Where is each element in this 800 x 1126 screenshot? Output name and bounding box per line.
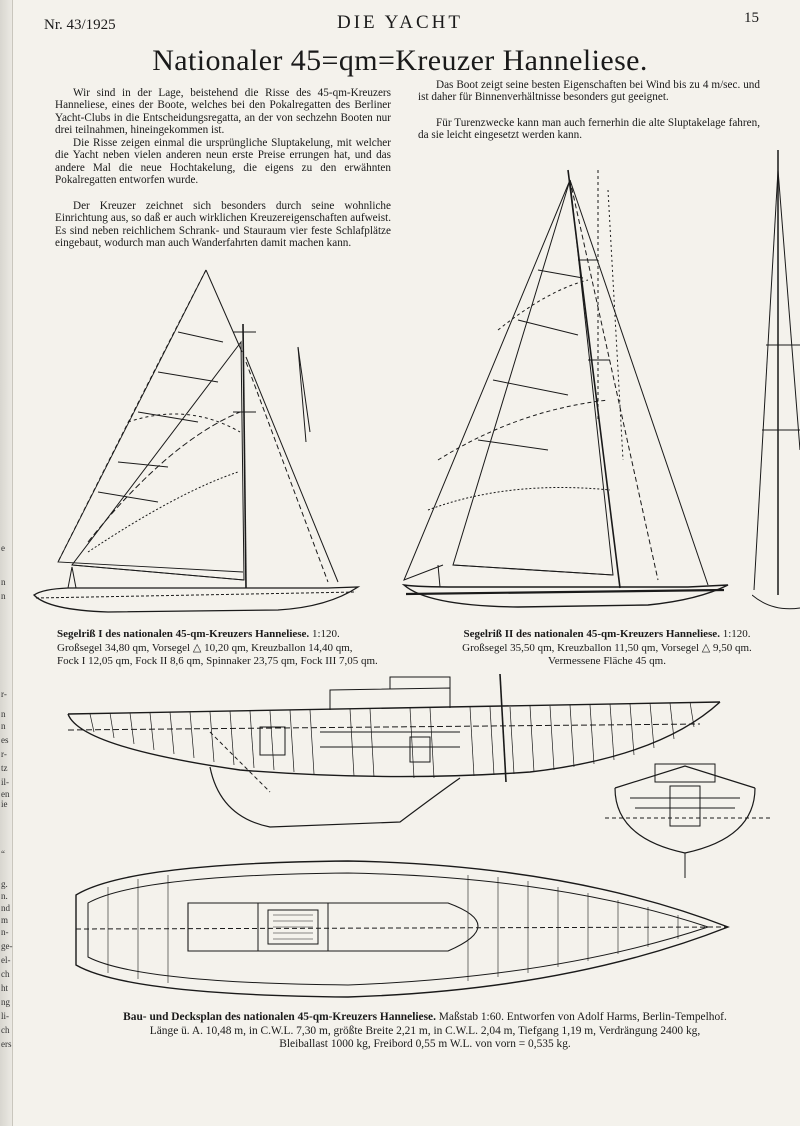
margin-fragment: n	[1, 721, 6, 731]
article-paragraph-4: Das Boot zeigt seine besten Eigenschaften bei Wind bis zu 4 m/sec. und ist daher für Binnenverhältnisse besonders gut geeignet.	[418, 79, 760, 104]
margin-fragment: li-	[1, 1011, 9, 1021]
margin-fragment: ge-	[1, 941, 13, 951]
margin-fragment: es	[1, 735, 9, 745]
margin-fragment: ng	[1, 997, 10, 1007]
margin-fragment: en	[1, 789, 10, 799]
issue-number: Nr. 43/1925	[44, 17, 116, 33]
margin-fragment: “	[1, 849, 5, 859]
front-view-drawing-partial	[752, 150, 800, 612]
magazine-name: DIE YACHT	[336, 12, 464, 33]
article-paragraph-2: Die Risse zeigen einmal die ursprüngliche Sluptakelung, mit welcher die Yacht neben vielen anderen neun erste Preise errungen hat, und das andere Mal die neue Hochtakelung, die eigens zu den erwähnten Pokalregatten entworfen wurde.	[55, 137, 391, 186]
margin-fragment: e	[1, 543, 5, 553]
caption-line: Bleiballast 1000 kg, Freibord 0,55 m W.L. von vorn = 0,535 kg.	[279, 1038, 571, 1050]
margin-fragment: ch	[1, 969, 10, 979]
margin-fragment: il-	[1, 777, 9, 787]
caption-line: Großsegel 34,80 qm, Vorsegel △ 10,20 qm, Kreuzballon 14,40 qm,	[57, 641, 353, 654]
margin-fragment: n	[1, 591, 6, 601]
sail-plan-1-drawing	[28, 262, 373, 622]
sail-plan-2-caption	[427, 628, 787, 669]
article-title: Nationaler 45=qm=Kreuzer Hanneliese.	[152, 44, 648, 77]
margin-fragment: n.	[1, 891, 8, 901]
margin-fragment: tz	[1, 763, 8, 773]
margin-fragment: el-	[1, 955, 11, 965]
caption-title: Segelriß I des nationalen 45-qm-Kreuzers Hanneliese.	[57, 628, 310, 640]
deck-plan-drawing	[68, 855, 733, 1007]
article-paragraph-5: Für Turenzwecke kann man auch fernerhin die alte Sluptakelage fahren, da sie leicht eingesetzt werden kann.	[418, 117, 760, 142]
page-number: 15	[744, 10, 759, 26]
caption-scale: 1:120.	[722, 628, 751, 640]
caption-line: Länge ü. A. 10,48 m, in C.W.L. 7,30 m, größte Breite 2,21 m, in C.W.L. 2,04 m, Tiefgang 1,19 m, Verdrängung 2400 kg,	[149, 1024, 701, 1037]
margin-fragment: ers	[1, 1039, 12, 1049]
margin-fragment: r-	[1, 689, 7, 699]
caption-credit: Maßstab 1:60. Entworfen von Adolf Harms, Berlin-Tempelhof.	[438, 1011, 727, 1023]
margin-fragment: nd	[1, 903, 10, 913]
margin-fragment: n	[1, 577, 6, 587]
caption-scale: 1:120.	[311, 628, 340, 640]
margin-fragment: ht	[1, 983, 9, 993]
margin-fragment: n	[1, 709, 6, 719]
margin-fragment: r-	[1, 749, 7, 759]
article-paragraph-3: Der Kreuzer zeichnet sich besonders durch seine wohnliche Einrichtung aus, so daß er auch wirklichen Kreuzereigenschaften aufweist. Es sind neben reichlichem Schrank- und Stauraum vier feste Schlafplätze eingebaut, wodurch man auch Wanderfahrten damit machen kann.	[55, 200, 391, 249]
sail-plan-1-caption	[57, 628, 402, 669]
caption-line: Großsegel 35,50 qm, Kreuzballon 11,50 qm, Vorsegel △ 9,50 qm.	[462, 641, 752, 654]
construction-caption	[60, 1011, 790, 1052]
margin-fragment: m	[1, 915, 9, 925]
caption-line: Vermessene Fläche 45 qm.	[548, 655, 666, 667]
margin-fragment: ie	[1, 799, 8, 809]
caption-title: Segelriß II des nationalen 45-qm-Kreuzers Hanneliese.	[463, 628, 720, 640]
caption-title: Bau- und Decksplan des nationalen 45-qm-Kreuzers Hanneliese.	[123, 1011, 436, 1023]
caption-line: Fock I 12,05 qm, Fock II 8,6 qm, Spinnaker 23,75 qm, Fock III 7,05 qm.	[57, 655, 378, 667]
margin-fragment: ch	[1, 1025, 10, 1035]
sail-plan-2-drawing	[398, 160, 738, 612]
margin-fragment: g.	[1, 879, 8, 889]
article-paragraph-1: Wir sind in der Lage, beistehend die Risse des 45-qm-Kreuzers Hanneliese, eines der Boote, welches bei den Pokalregatten des Berliner Yacht-Clubs in die Entscheidungsregatta, an der von sechzehn Booten nur drei teilnahmen, hineingekommen ist.	[55, 87, 391, 136]
margin-fragment: n-	[1, 927, 9, 937]
